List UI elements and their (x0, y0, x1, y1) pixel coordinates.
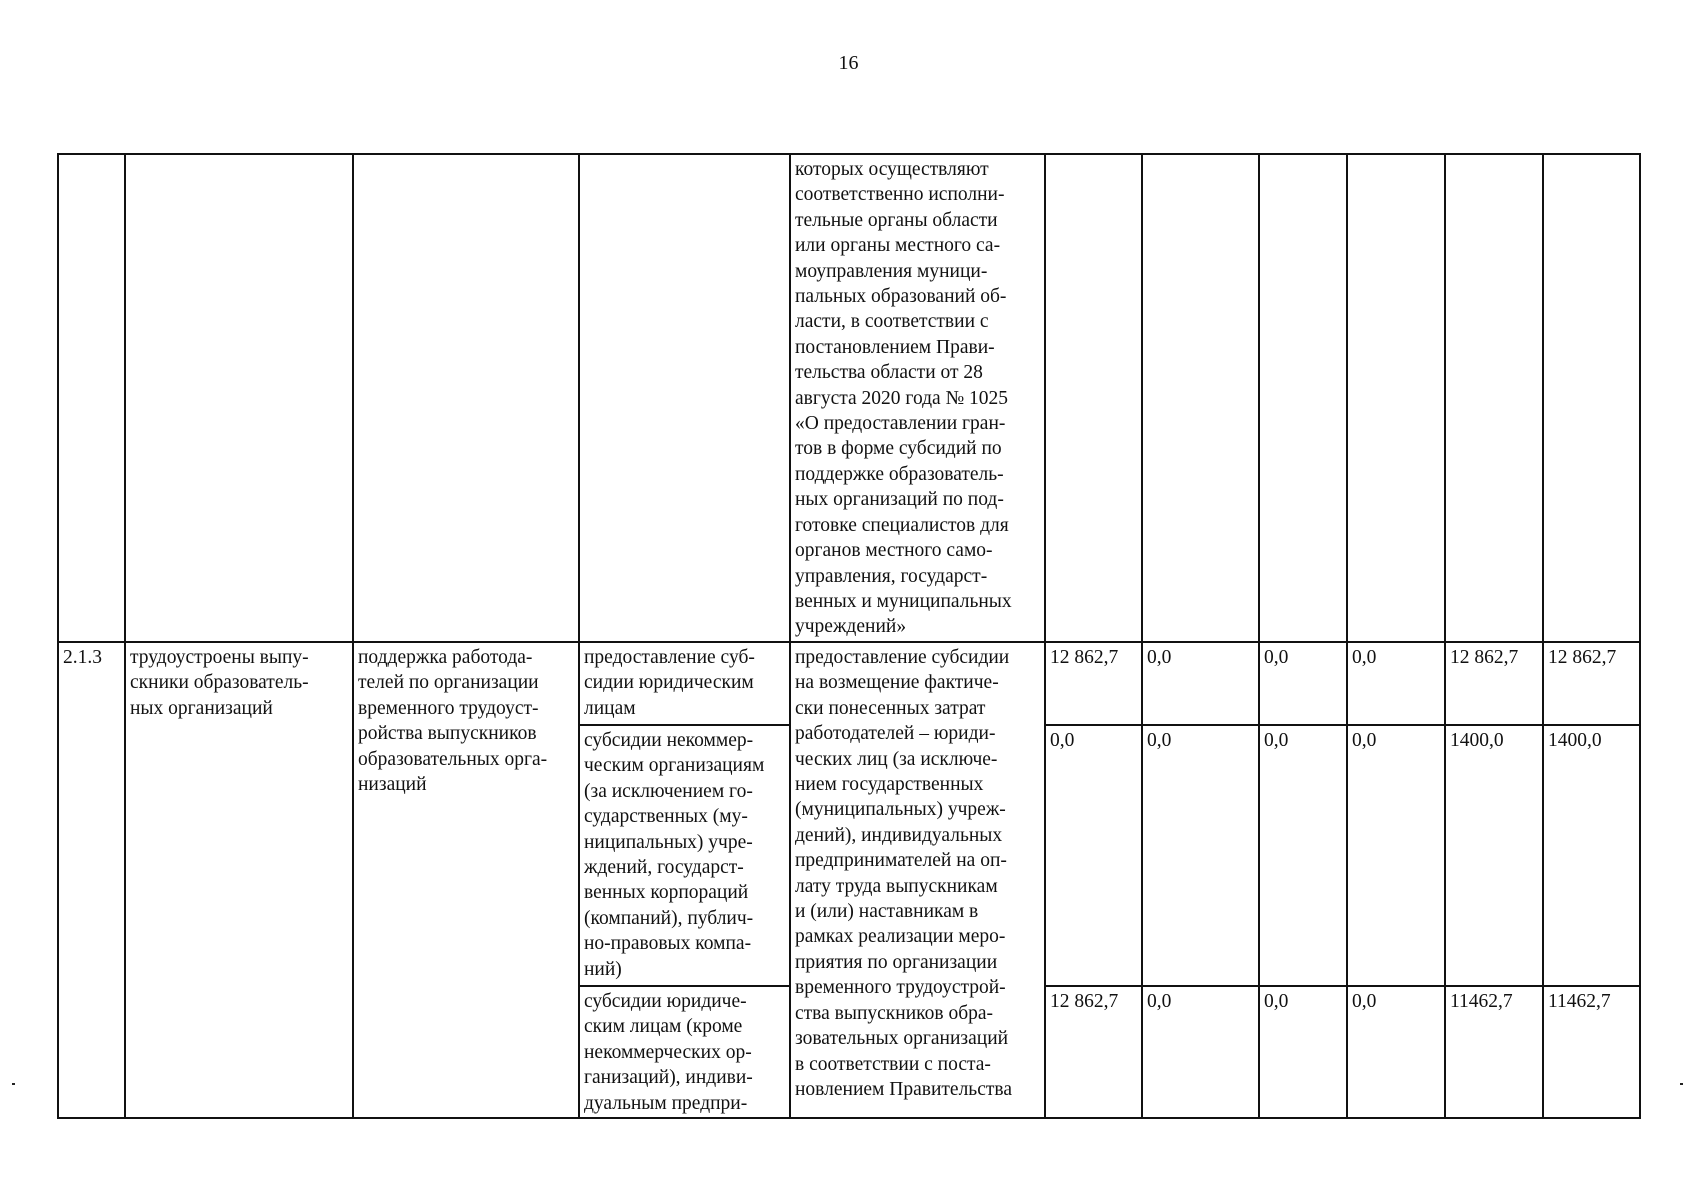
type-cell: предоставление суб- сидии юридическим лицам (579, 642, 790, 725)
scan-edge-mark (1680, 1083, 1683, 1085)
budget-table (57, 153, 1641, 1119)
result-cell (125, 154, 353, 642)
value-cell: 0,0 (1347, 725, 1445, 986)
value-cell: 0,0 (1259, 986, 1347, 1118)
value-cell (1347, 154, 1445, 642)
table-row (58, 154, 1640, 642)
value-cell (1142, 154, 1259, 642)
value-cell: 0,0 (1347, 986, 1445, 1118)
type-cell: субсидии некоммер- ческим организациям (за исключением го- сударственных (му- ниципальных) учре- ждений, государст- венных корпораций (компаний), публич- но-правовых компа- ний) (579, 725, 790, 986)
description-cell: которых осуществляют соответственно исполни- тельные органы области или органы местного са- моуправления муници- пальных образований об- ласти, в соответствии с постановлением Прави- тельства области от 28 августа 2020 года № 1025 «О предоставлении гран- тов в форме субсидий по поддержке образователь- ных организаций по под- готовке специалистов для органов местного само- управления, государст- венных и муниципальных учреждений» (790, 154, 1045, 642)
value-cell: 0,0 (1347, 642, 1445, 725)
table-row (58, 642, 1640, 725)
type-cell (579, 154, 790, 642)
scan-edge-mark (12, 1083, 15, 1085)
page-number: 16 (838, 52, 859, 74)
measure-cell: поддержка работода- телей по организации временного трудоуст- ройства выпускников образовательных орга- низаций (353, 642, 579, 1118)
value-cell: 12 862,7 (1045, 642, 1142, 725)
value-cell (1445, 154, 1543, 642)
value-cell: 0,0 (1142, 986, 1259, 1118)
value-cell: 0,0 (1142, 642, 1259, 725)
result-cell: трудоустроены выпу- скники образователь- ных организаций (125, 642, 353, 1118)
value-cell: 0,0 (1259, 642, 1347, 725)
value-cell: 1400,0 (1543, 725, 1640, 986)
type-cell: субсидии юридиче- ским лицам (кроме некоммерческих ор- ганизаций), индиви- дуальным предпри- (579, 986, 790, 1118)
measure-cell (353, 154, 579, 642)
description-cell: предоставление субсидии на возмещение фактиче- ски понесенных затрат работодателей – юриди- ческих лиц (за исключе- нием государственных (муниципальных) учреж- дений), индивидуальных предпринимателей на оп- лату труда выпускникам и (или) наставникам в рамках реализации меро- приятия по организации временного трудоустрой- ства выпускников обра- зовательных организаций в соответствии с поста- новлением Правительства (790, 642, 1045, 1118)
value-cell: 12 862,7 (1045, 986, 1142, 1118)
value-cell (1259, 154, 1347, 642)
value-cell: 0,0 (1142, 725, 1259, 986)
value-cell: 11462,7 (1543, 986, 1640, 1118)
number-cell: 2.1.3 (58, 642, 125, 1118)
number-cell (58, 154, 125, 642)
value-cell (1045, 154, 1142, 642)
value-cell: 12 862,7 (1445, 642, 1543, 725)
value-cell: 11462,7 (1445, 986, 1543, 1118)
value-cell: 0,0 (1259, 725, 1347, 986)
value-cell: 12 862,7 (1543, 642, 1640, 725)
value-cell: 0,0 (1045, 725, 1142, 986)
value-cell (1543, 154, 1640, 642)
value-cell: 1400,0 (1445, 725, 1543, 986)
